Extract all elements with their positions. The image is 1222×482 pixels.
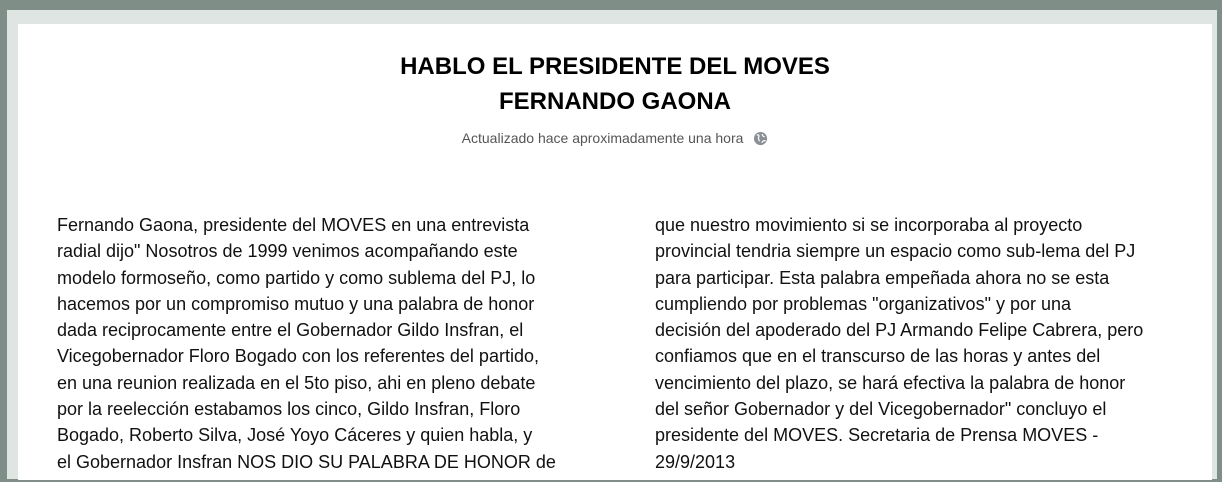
text-line: decisión del apoderado del PJ Armando Felipe Cabrera, pero [655,320,1144,341]
updated-timestamp[interactable]: Actualizado hace aproximadamente una hora [461,130,744,146]
text-line: cumpliendo por problemas "organizativos" y por una [655,293,1072,314]
text-line: para participar. Esta palabra empeñada ahora no se esta [655,267,1110,288]
update-meta [18,130,1212,149]
text-line: vencimiento del plazo, se hará efectiva la palabra de honor [655,372,1126,393]
text-line: por la reelección estabamos los cinco, Gildo Insfran, Floro [57,399,521,420]
page-frame [7,10,1217,479]
text-line: provincial tendria siempre un espacio como sub-lema del PJ [655,241,1136,262]
page-title-line-1: HABLO EL PRESIDENTE DEL MOVES [400,53,830,80]
text-line: presidente del MOVES. Secretaria de Prensa MOVES - [655,425,1099,446]
globe-icon[interactable] [753,131,768,149]
note-page [18,24,1212,480]
text-line: 29/9/2013 [655,451,736,472]
article-column-left [57,212,617,475]
text-line: confiamos que en el transcurso de las horas y antes del [655,346,1101,367]
page-title-line-2: FERNANDO GAONA [499,88,731,115]
text-line: el Gobernador Insfran NOS DIO SU PALABRA DE HONOR de [57,451,556,472]
article-column-right [655,212,1195,475]
text-line: Vicegobernador Floro Bogado con los referentes del partido, [57,346,539,367]
text-line: dada reciprocamente entre el Gobernador Gildo Insfran, el [57,320,524,341]
text-line: que nuestro movimiento si se incorporaba al proyecto [655,215,1083,235]
text-line: radial dijo" Nosotros de 1999 venimos acompañando este [57,241,518,262]
text-line: modelo formoseño, como partido y como sublema del PJ, lo [57,267,536,288]
text-line: en una reunion realizada en el 5to piso, ahi en pleno debate [57,372,536,393]
text-line: hacemos por un compromiso mutuo y una palabra de honor [57,293,535,314]
text-line: del señor Gobernador y del Vicegobernador" concluyo el [655,399,1107,420]
text-line: Fernando Gaona, presidente del MOVES en una entrevista [57,215,530,235]
text-line: Bogado, Roberto Silva, José Yoyo Cáceres y quien habla, y [57,425,533,446]
